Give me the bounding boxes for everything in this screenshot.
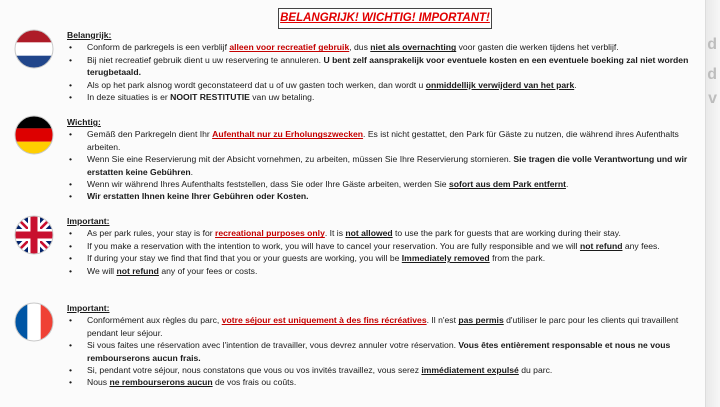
text: In deze situaties is er [87,92,171,103]
highlight-text: Aufenthalt nur zu Erholungszwecken [212,129,364,140]
text: any fees. [622,240,660,251]
bullet-dot: • [69,315,73,326]
emphasis-text: NOOIT RESTITUTIE [170,92,250,103]
text: to use the park for guests that are working during their stay. [392,228,621,239]
text: voor gasten die werken tijdens het verblijf. [456,42,619,53]
text: . [574,79,577,90]
list-item [67,91,707,103]
text: . [565,179,569,190]
list-item [67,79,707,91]
list-item [67,41,707,53]
netherlands-flag-icon [14,29,54,69]
highlight-text: recreational purposes only [215,228,325,239]
list-item [67,54,707,79]
text: Si, pendant votre séjour, nous constatons que vous ou vos invités travaillez, vous serez [87,365,422,376]
section-english [67,215,707,277]
list-item [67,339,707,364]
emphasis-text: pas permis [458,315,504,326]
text: , dus [349,42,371,53]
adjacent-page-edge [705,0,720,407]
section-heading: Belangrijk: [67,30,112,40]
bullet-dot: • [69,265,73,276]
section-german [67,116,707,203]
bullet-dot: • [69,92,73,103]
text: If during your stay we find that find that you or your guests are working, you will be [87,253,402,264]
text: Si vous faites une réservation avec l'intention de travailler, vous devrez annuler votre réservation. [87,340,459,351]
edge-fragment: d [707,36,717,53]
emphasis-text: Vous êtes entièrement responsable et nous ne vous rembourserons aucun frais. [87,340,671,363]
text: Als op het park alsnog wordt geconstateerd dat u of uw gasten toch werken, dan wordt u [87,79,426,90]
section-heading: Important: [67,303,110,313]
text: d'utiliser le parc pour les clients qui travaillent pendant leur séjour. [87,315,679,338]
list-item [67,153,707,178]
text: Gemäß den Parkregeln dient Ihr [87,129,213,140]
highlight-text: alleen voor recreatief gebruik [229,42,350,53]
emphasis-text: Immediately removed [401,253,490,264]
emphasis-text: Wir erstatten Ihnen keine Ihrer Gebühren oder Kosten. [87,191,309,202]
bullet-dot: • [69,79,73,90]
text: from the park. [489,253,546,264]
bullet-dot: • [69,154,73,165]
text: As per park rules, your stay is for [87,228,215,239]
list-item [67,178,707,190]
text: van uw betaling. [249,92,315,103]
bullet-dot: • [69,228,73,239]
emphasis-text: immédiatement expulsé [421,365,519,376]
section-dutch [67,29,707,103]
text: . [190,166,194,177]
highlight-text: votre séjour est uniquement à des fins récréatives [221,315,427,326]
bullet-dot: • [69,54,73,65]
edge-fragment: d [707,66,717,83]
list-item [67,252,707,264]
bullet-dot: • [69,42,73,53]
section-heading: Important: [67,216,110,226]
text: Bij niet recreatief gebruik dient u uw reservering te annuleren. [87,54,324,65]
bullet-dot: • [69,253,73,264]
emphasis-text: onmiddellijk verwijderd van het park [425,79,575,90]
section-heading: Wichtig: [67,117,101,127]
list-item [67,128,707,153]
text: du parc. [518,365,553,376]
text: . It is [324,228,346,239]
text: Wenn wir während Ihres Aufenthalts feststellen, dass Sie oder Ihre Gäste arbeiten, werden Sie [87,179,449,190]
text: any of your fees or costs. [158,265,258,276]
bullet-dot: • [69,179,73,190]
list-item [67,265,707,277]
text: . Il n'est [426,315,459,326]
list-item [67,190,707,202]
text: . Es ist nicht gestattet, den Park für Gäste zu nutzen, die während ihres Aufenthalts arbeiten. [87,129,679,152]
text: Conform de parkregels is een verblijf [87,42,230,53]
emphasis-text: sofort aus dem Park entfernt [448,179,566,190]
emphasis-text: not refund [116,265,159,276]
bullet-dot: • [69,340,73,351]
text: We will [87,265,117,276]
list-item [67,314,707,339]
germany-flag-icon [14,115,54,155]
edge-fragment: v [708,90,717,107]
france-flag-icon [14,302,54,342]
emphasis-text: not refund [579,240,623,251]
emphasis-text: U bent zelf aansprakelijk voor eventuele kosten en een eventuele boeking zal niet worden terugbetaald. [87,54,689,78]
text: If you make a reservation with the intention to work, you will have to cancel your reservation. You are fully responsible and we will [87,240,580,251]
important-banner: BELANGRIJK! WICHTIG! IMPORTANT! [278,8,492,29]
uk-flag-icon [14,215,54,255]
bullet-dot: • [69,240,73,251]
bullet-dot: • [69,365,73,376]
emphasis-text: Sie tragen die volle Verantwortung und wir erstatten keine Gebühren [87,154,688,177]
bullet-dot: • [69,129,73,140]
list-item [67,376,707,388]
text: Nous [87,377,110,388]
bullet-dot: • [69,191,73,202]
text: Wenn Sie eine Reservierung mit der Absicht vornehmen, zu arbeiten, müssen Sie Ihre Reservierung stornieren. [87,154,514,165]
emphasis-text: ne rembourserons aucun [109,377,213,388]
emphasis-text: niet als overnachting [370,42,457,53]
text: de vos frais ou coûts. [212,377,297,388]
list-item [67,364,707,376]
text: Conformément aux règles du parc, [87,315,222,326]
section-french [67,302,707,389]
emphasis-text: not allowed [345,228,393,239]
bullet-dot: • [69,377,73,388]
list-item [67,227,707,239]
list-item [67,240,707,252]
